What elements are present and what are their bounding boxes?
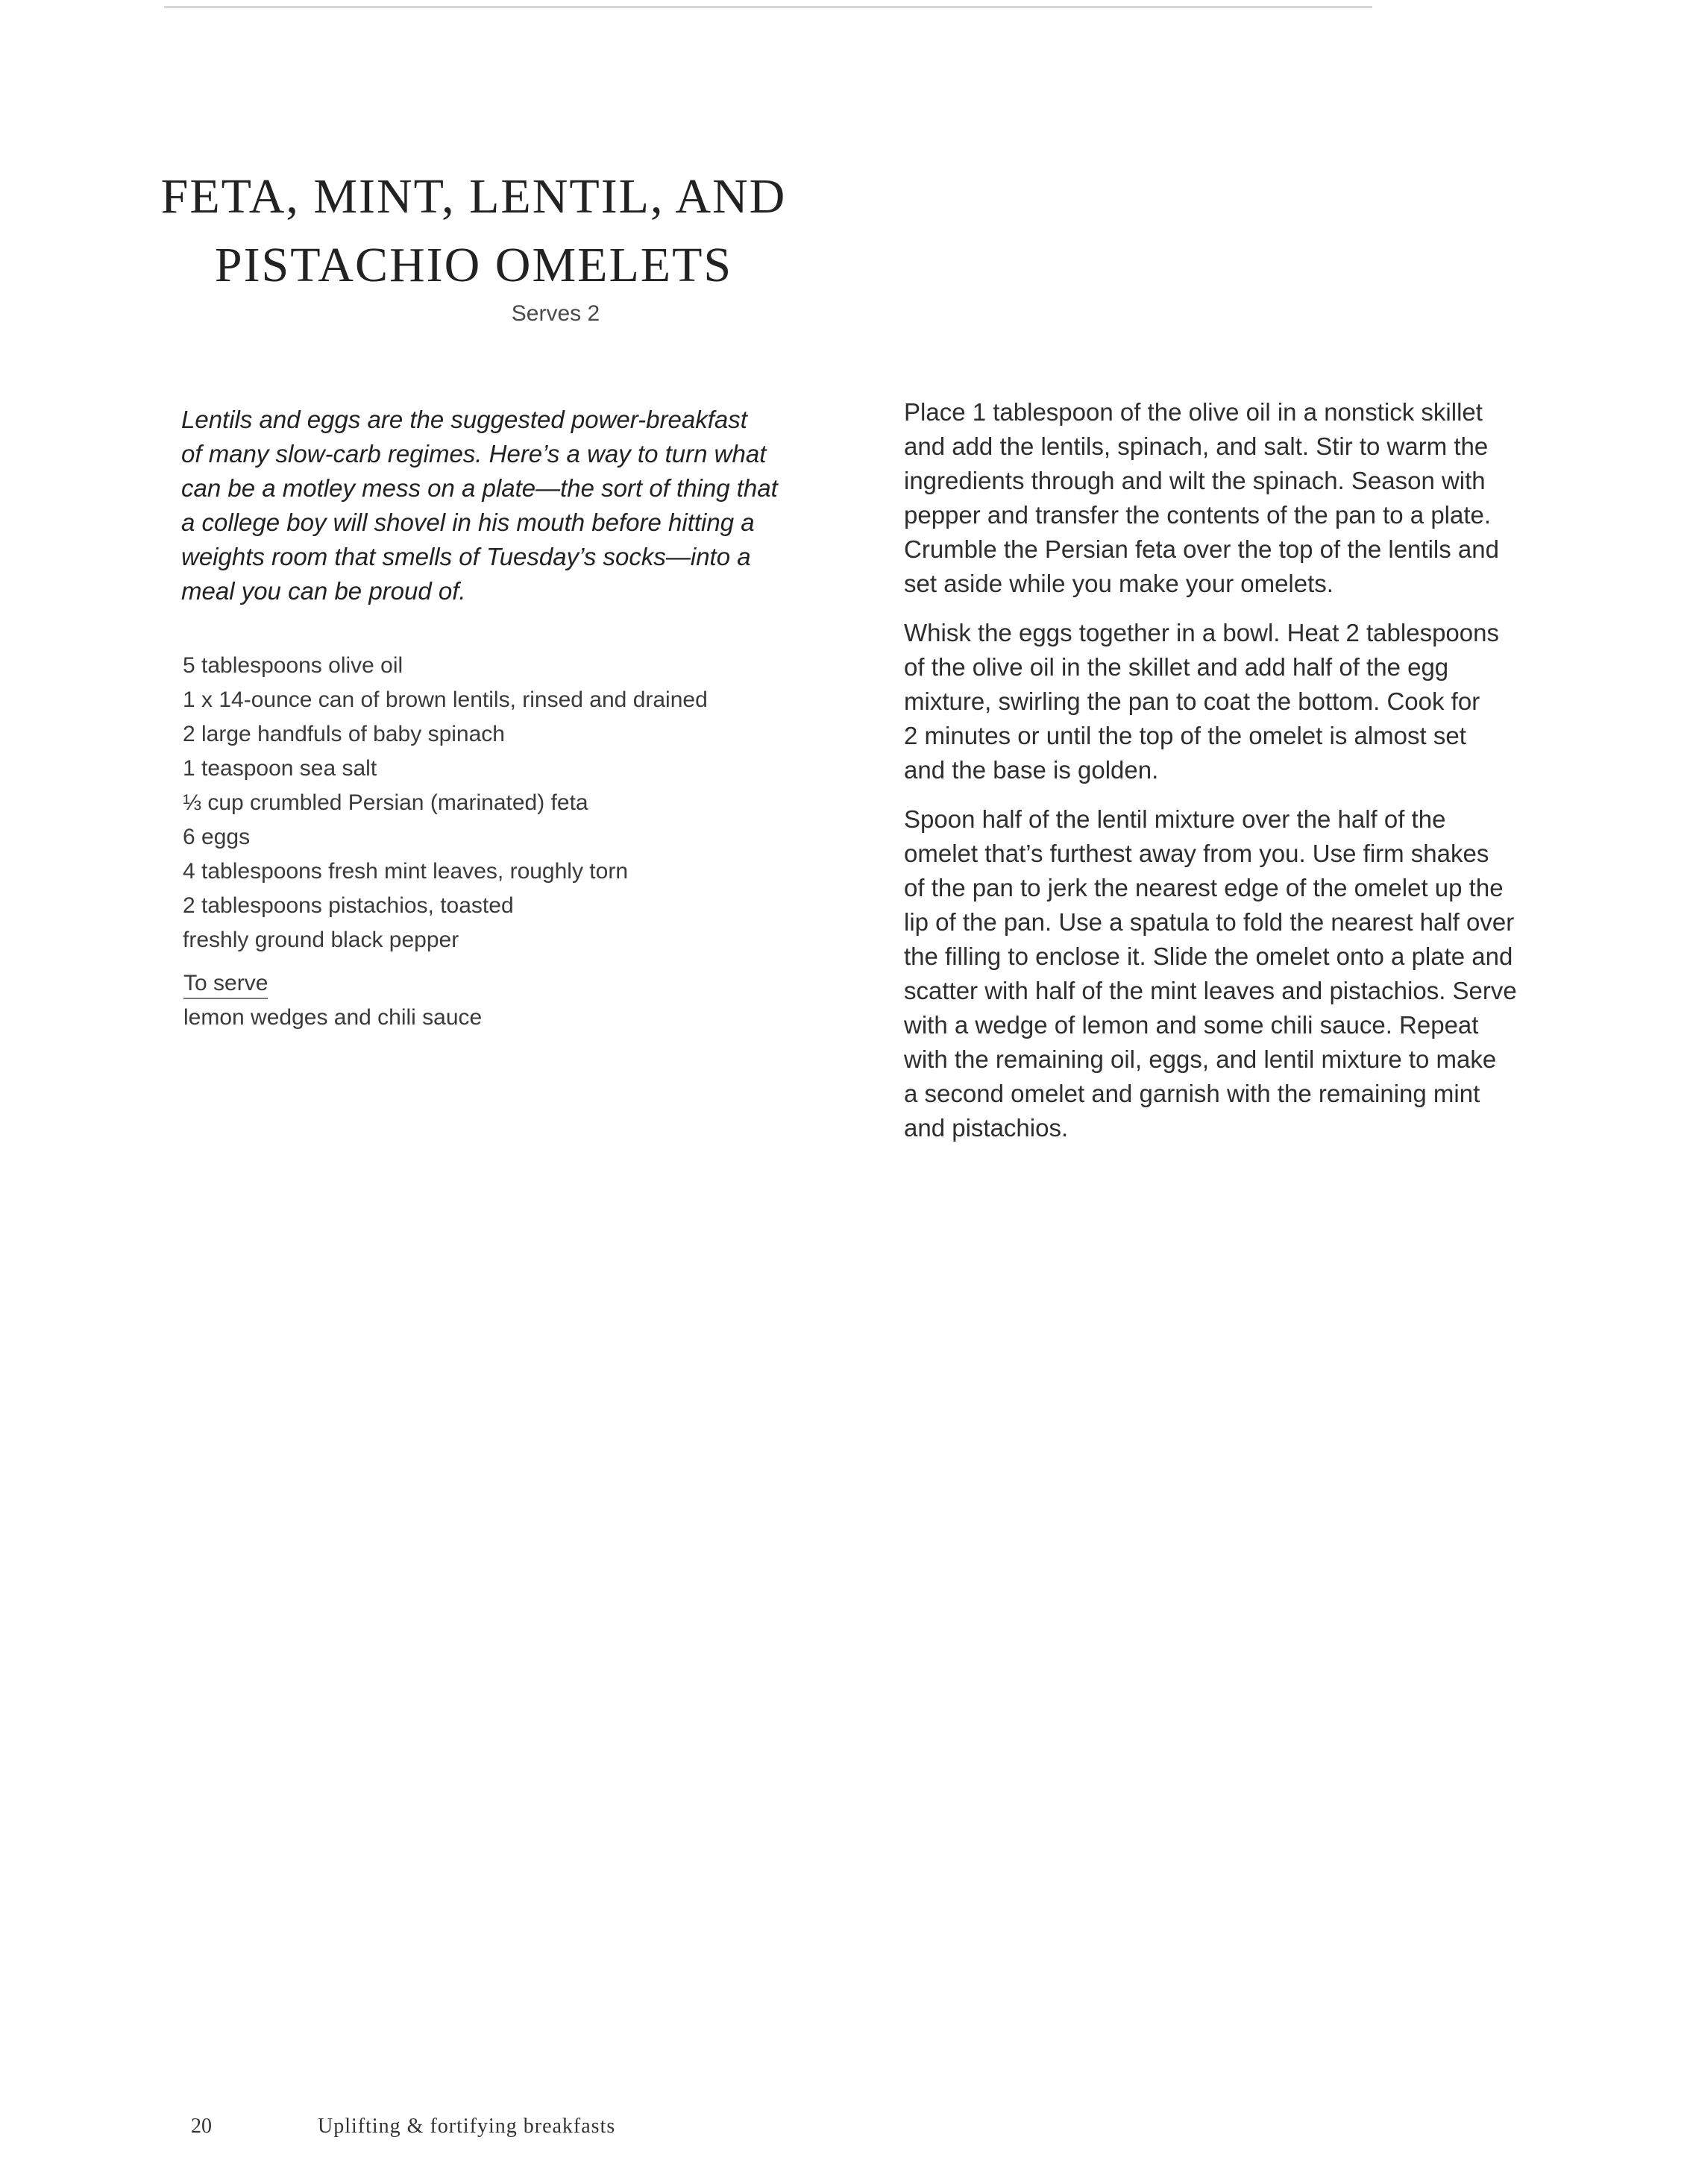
method-step (904, 616, 1590, 787)
intro-line: can be a motley mess on a plate—the sort of thing that (181, 474, 778, 502)
ingredient-item: 1 teaspoon sea salt (183, 756, 377, 781)
intro-line: Lentils and eggs are the suggested power-breakfast (181, 406, 747, 433)
serves-count: Serves 2 (511, 301, 600, 326)
intro-line: of many slow-carb regimes. Here’s a way to turn what (181, 440, 767, 468)
ingredient-item: 5 tablespoons olive oil (183, 653, 403, 678)
recipe-intro (181, 403, 852, 608)
method-line: with the remaining oil, eggs, and lentil mixture to make (904, 1045, 1497, 1073)
to-serve-heading: To serve (183, 969, 268, 999)
method-line: lip of the pan. Use a spatula to fold the nearest half over (904, 908, 1515, 936)
ingredient-item: 2 tablespoons pistachios, toasted (183, 893, 514, 918)
intro-line: a college boy will shovel in his mouth before hitting a (181, 509, 755, 536)
method-line: set aside while you make your omelets. (904, 570, 1334, 597)
recipe-title (119, 163, 828, 300)
method-line: a second omelet and garnish with the remaining mint (904, 1080, 1480, 1107)
method-line: with a wedge of lemon and some chili sauce. Repeat (904, 1011, 1479, 1039)
recipe-title-line: FETA, MINT, LENTIL, AND (160, 169, 787, 224)
method-line: pepper and transfer the contents of the pan to a plate. (904, 501, 1492, 529)
ingredient-item: ⅓ cup crumbled Persian (marinated) feta (183, 790, 588, 815)
method-line: and the base is golden. (904, 756, 1159, 784)
page-number: 20 (191, 2115, 212, 2138)
ingredient-item: 4 tablespoons fresh mint leaves, roughly torn (183, 859, 628, 884)
ingredient-item: 2 large handfuls of baby spinach (183, 722, 505, 746)
method-line: Place 1 tablespoon of the olive oil in a nonstick skillet (904, 398, 1483, 426)
method-line: the filling to enclose it. Slide the omelet onto a plate and (904, 942, 1513, 970)
method-line: of the olive oil in the skillet and add half of the egg (904, 653, 1449, 681)
recipe-title-line: PISTACHIO OMELETS (214, 238, 733, 292)
to-serve-item: lemon wedges and chili sauce (183, 1005, 483, 1030)
method-line: ingredients through and wilt the spinach. Season with (904, 467, 1486, 494)
method-line: and add the lentils, spinach, and salt. Stir to warm the (904, 432, 1489, 460)
method-line: mixture, swirling the pan to coat the bottom. Cook for (904, 687, 1480, 715)
method-line: 2 minutes or until the top of the omelet is almost set (904, 722, 1466, 749)
method-steps (904, 395, 1590, 1160)
ingredient-item: freshly ground black pepper (183, 928, 459, 952)
ingredient-item: 6 eggs (183, 825, 251, 849)
method-line: Crumble the Persian feta over the top of the lentils and (904, 535, 1499, 563)
running-footer-section: Uplifting & fortifying breakfasts (318, 2115, 616, 2138)
page-top-rule (164, 6, 1372, 8)
method-line: omelet that’s furthest away from you. Use firm shakes (904, 840, 1489, 867)
method-line: Whisk the eggs together in a bowl. Heat 2 tablespoons (904, 619, 1499, 646)
intro-line: meal you can be proud of. (181, 577, 466, 605)
ingredient-item: 1 x 14-ounce can of brown lentils, rinsed and drained (183, 687, 708, 712)
method-line: Spoon half of the lentil mixture over the half of the (904, 805, 1446, 833)
ingredient-list (183, 649, 854, 957)
method-line: scatter with half of the mint leaves and pistachios. Serve (904, 977, 1517, 1004)
method-step (904, 802, 1590, 1145)
method-line: of the pan to jerk the nearest edge of the omelet up the (904, 874, 1504, 901)
method-line: and pistachios. (904, 1114, 1069, 1142)
intro-line: weights room that smells of Tuesday’s socks—into a (181, 543, 751, 570)
method-step (904, 395, 1590, 601)
